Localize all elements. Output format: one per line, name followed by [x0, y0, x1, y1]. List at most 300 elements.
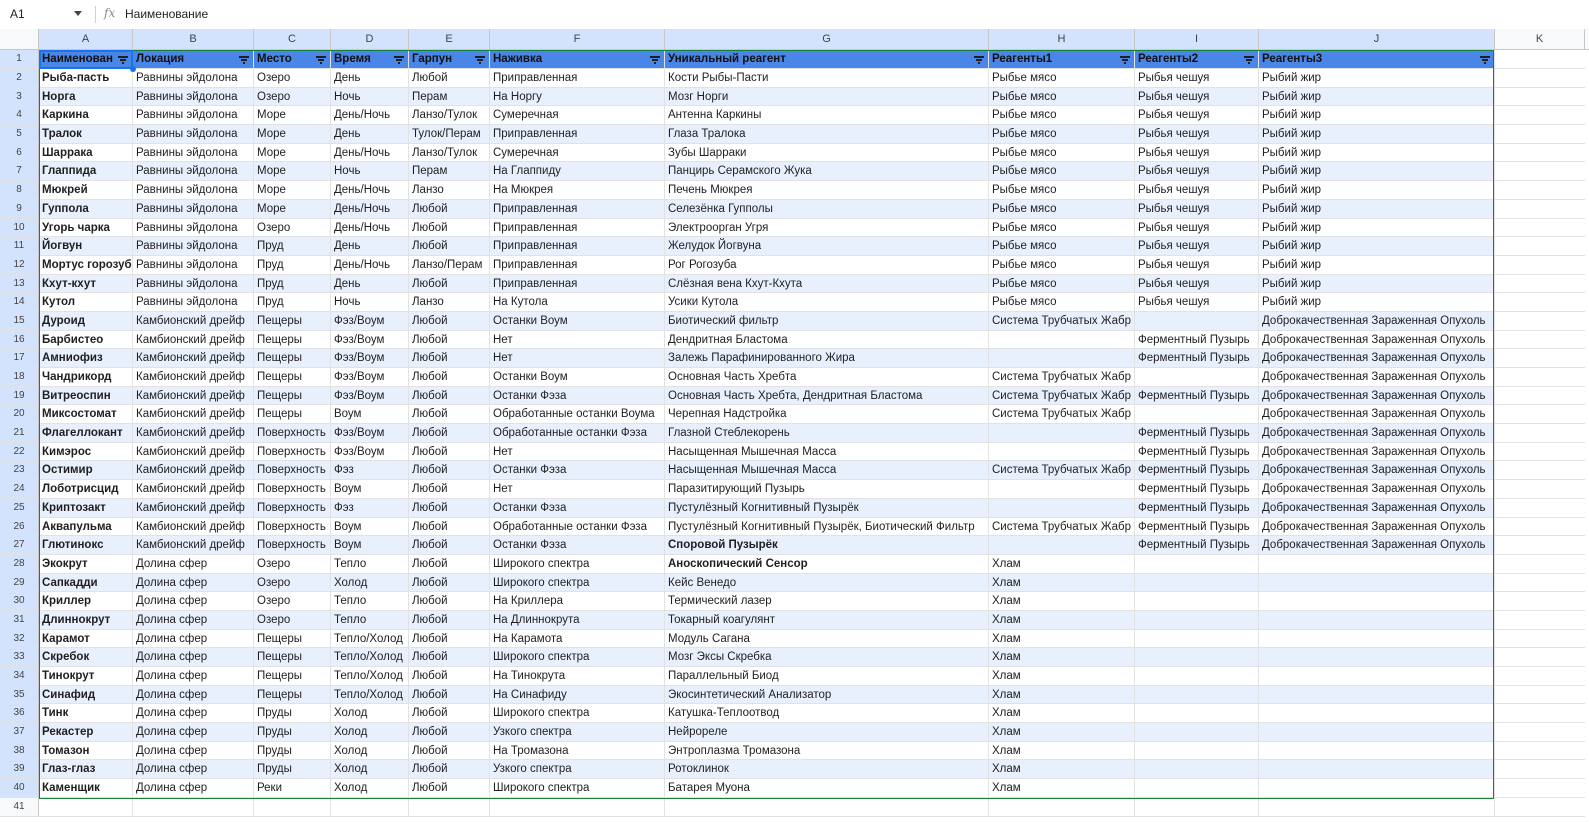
- table-cell[interactable]: Доброкачественная Зараженная Опухоль: [1259, 536, 1495, 555]
- table-cell[interactable]: Длиннокрут: [39, 611, 133, 630]
- table-cell[interactable]: Приправленная: [490, 275, 665, 294]
- table-cell[interactable]: Ферментный Пузырь: [1135, 480, 1259, 499]
- table-cell[interactable]: Любой: [409, 704, 490, 723]
- table-cell[interactable]: Катушка-Теплоотвод: [665, 704, 989, 723]
- table-cell[interactable]: [1495, 461, 1585, 480]
- table-cell[interactable]: Ферментный Пузырь: [1135, 536, 1259, 555]
- table-cell[interactable]: Пещеры: [254, 405, 331, 424]
- table-cell[interactable]: Любой: [409, 461, 490, 480]
- table-cell[interactable]: Обработанные останки Воума: [490, 405, 665, 424]
- table-cell[interactable]: Тралок: [39, 125, 133, 144]
- row-number[interactable]: 17: [0, 349, 39, 368]
- table-cell[interactable]: [1135, 630, 1259, 649]
- table-cell[interactable]: Термический лазер: [665, 592, 989, 611]
- table-cell[interactable]: Рыбий жир: [1259, 69, 1495, 88]
- table-cell[interactable]: Озеро: [254, 574, 331, 593]
- table-cell[interactable]: [490, 798, 665, 817]
- table-cell[interactable]: Рыбья чешуя: [1135, 162, 1259, 181]
- table-cell[interactable]: Холод: [331, 574, 409, 593]
- table-cell[interactable]: Шаррака: [39, 144, 133, 163]
- table-cell[interactable]: Долина сфер: [133, 779, 254, 798]
- table-cell[interactable]: [1495, 798, 1585, 817]
- table-cell[interactable]: Аквапульма: [39, 518, 133, 537]
- table-cell[interactable]: [1495, 50, 1585, 69]
- table-cell[interactable]: Пруд: [254, 293, 331, 312]
- table-cell[interactable]: Ночь: [331, 88, 409, 107]
- table-cell[interactable]: Широкого спектра: [490, 779, 665, 798]
- row-number[interactable]: 37: [0, 723, 39, 742]
- table-cell[interactable]: Останки Фэза: [490, 499, 665, 518]
- table-cell[interactable]: Рыбий жир: [1259, 181, 1495, 200]
- table-cell[interactable]: Доброкачественная Зараженная Опухоль: [1259, 461, 1495, 480]
- table-cell[interactable]: Доброкачественная Зараженная Опухоль: [1259, 331, 1495, 350]
- table-cell[interactable]: Глютинокс: [39, 536, 133, 555]
- table-cell[interactable]: Пустулёзный Когнитивный Пузырёк, Биотический Фильтр: [665, 518, 989, 537]
- table-cell[interactable]: Насыщенная Мышечная Масса: [665, 443, 989, 462]
- table-cell[interactable]: [1259, 630, 1495, 649]
- table-cell[interactable]: На Тинокрута: [490, 667, 665, 686]
- table-cell[interactable]: [1259, 760, 1495, 779]
- table-cell[interactable]: Озеро: [254, 88, 331, 107]
- table-cell[interactable]: [1135, 648, 1259, 667]
- table-cell[interactable]: Паразитирующий Пузырь: [665, 480, 989, 499]
- table-cell[interactable]: Рыбье мясо: [989, 256, 1135, 275]
- table-cell[interactable]: Пруд: [254, 237, 331, 256]
- table-cell[interactable]: [1495, 162, 1585, 181]
- table-cell[interactable]: Криптозакт: [39, 499, 133, 518]
- table-cell[interactable]: Озеро: [254, 555, 331, 574]
- table-cell[interactable]: [1495, 69, 1585, 88]
- table-cell[interactable]: [1259, 798, 1495, 817]
- table-cell[interactable]: [1495, 349, 1585, 368]
- table-cell[interactable]: На Глаппиду: [490, 162, 665, 181]
- table-cell[interactable]: Желудок Йогвуна: [665, 237, 989, 256]
- table-cell[interactable]: Любой: [409, 686, 490, 705]
- table-cell[interactable]: Рыбий жир: [1259, 144, 1495, 163]
- table-cell[interactable]: [1259, 704, 1495, 723]
- table-cell[interactable]: [665, 798, 989, 817]
- table-cell[interactable]: Море: [254, 181, 331, 200]
- table-cell[interactable]: Рыбье мясо: [989, 106, 1135, 125]
- table-cell[interactable]: [1135, 742, 1259, 761]
- table-cell[interactable]: Перам: [409, 88, 490, 107]
- table-cell[interactable]: Хлам: [989, 723, 1135, 742]
- table-cell[interactable]: [1259, 667, 1495, 686]
- table-cell[interactable]: Хлам: [989, 686, 1135, 705]
- table-cell[interactable]: Широкого спектра: [490, 555, 665, 574]
- table-cell[interactable]: Лоботрисцид: [39, 480, 133, 499]
- table-cell[interactable]: Широкого спектра: [490, 648, 665, 667]
- column-header-f[interactable]: F: [490, 29, 665, 49]
- table-cell[interactable]: Тепло/Холод: [331, 648, 409, 667]
- table-cell[interactable]: Долина сфер: [133, 555, 254, 574]
- table-cell[interactable]: [1495, 443, 1585, 462]
- table-cell[interactable]: Доброкачественная Зараженная Опухоль: [1259, 405, 1495, 424]
- table-cell[interactable]: День: [331, 237, 409, 256]
- table-cell[interactable]: Доброкачественная Зараженная Опухоль: [1259, 387, 1495, 406]
- table-cell[interactable]: [1495, 555, 1585, 574]
- table-cell[interactable]: День/Ночь: [331, 200, 409, 219]
- table-cell[interactable]: День/Ночь: [331, 106, 409, 125]
- table-cell[interactable]: Модуль Сагана: [665, 630, 989, 649]
- table-cell[interactable]: Тепло/Холод: [331, 686, 409, 705]
- table-cell[interactable]: [1135, 798, 1259, 817]
- table-cell[interactable]: На Кутола: [490, 293, 665, 312]
- name-box[interactable]: A1: [10, 7, 25, 21]
- row-number[interactable]: 35: [0, 686, 39, 705]
- filter-icon[interactable]: [118, 56, 128, 63]
- row-number[interactable]: 8: [0, 181, 39, 200]
- table-cell[interactable]: Доброкачественная Зараженная Опухоль: [1259, 368, 1495, 387]
- table-cell[interactable]: Флагеллокант: [39, 424, 133, 443]
- row-number[interactable]: 11: [0, 237, 39, 256]
- filter-icon[interactable]: [650, 56, 660, 63]
- table-cell[interactable]: [1495, 275, 1585, 294]
- table-cell[interactable]: Ферментный Пузырь: [1135, 349, 1259, 368]
- table-cell[interactable]: Токарный коагулянт: [665, 611, 989, 630]
- table-cell[interactable]: Ланзо/Тулок: [409, 144, 490, 163]
- table-cell[interactable]: Тепло: [331, 555, 409, 574]
- table-cell[interactable]: Приправленная: [490, 69, 665, 88]
- table-cell[interactable]: Нейрореле: [665, 723, 989, 742]
- table-cell[interactable]: Любой: [409, 312, 490, 331]
- row-number[interactable]: 25: [0, 499, 39, 518]
- table-cell[interactable]: Море: [254, 144, 331, 163]
- table-cell[interactable]: Угорь чарка: [39, 219, 133, 238]
- table-cell[interactable]: Карамот: [39, 630, 133, 649]
- table-cell[interactable]: [1495, 200, 1585, 219]
- table-cell[interactable]: Любой: [409, 723, 490, 742]
- table-cell[interactable]: Рыбий жир: [1259, 275, 1495, 294]
- table-cell[interactable]: Основная Часть Хребта, Дендритная Бластома: [665, 387, 989, 406]
- table-cell[interactable]: Хлам: [989, 779, 1135, 798]
- table-cell[interactable]: [1495, 536, 1585, 555]
- table-cell[interactable]: Любой: [409, 742, 490, 761]
- row-number[interactable]: 32: [0, 630, 39, 649]
- table-cell[interactable]: Хлам: [989, 704, 1135, 723]
- table-cell[interactable]: Равнины эйдолона: [133, 88, 254, 107]
- table-cell[interactable]: [1135, 592, 1259, 611]
- table-cell[interactable]: Равнины эйдолона: [133, 237, 254, 256]
- table-cell[interactable]: Рыбья чешуя: [1135, 293, 1259, 312]
- column-header-b[interactable]: B: [133, 29, 254, 49]
- table-cell[interactable]: [1495, 648, 1585, 667]
- row-number[interactable]: 15: [0, 312, 39, 331]
- table-cell[interactable]: Рыбья чешуя: [1135, 219, 1259, 238]
- table-cell[interactable]: День/Ночь: [331, 181, 409, 200]
- header-cell[interactable]: [409, 50, 490, 69]
- table-cell[interactable]: [1259, 555, 1495, 574]
- table-cell[interactable]: Любой: [409, 499, 490, 518]
- table-cell[interactable]: Любой: [409, 275, 490, 294]
- table-cell[interactable]: Рыбья чешуя: [1135, 181, 1259, 200]
- table-cell[interactable]: Холод: [331, 704, 409, 723]
- table-cell[interactable]: Обработанные останки Фэза: [490, 518, 665, 537]
- table-cell[interactable]: Глаппида: [39, 162, 133, 181]
- table-cell[interactable]: Поверхность: [254, 518, 331, 537]
- table-cell[interactable]: [1495, 181, 1585, 200]
- table-cell[interactable]: Основная Часть Хребта: [665, 368, 989, 387]
- table-cell[interactable]: Фэз/Воум: [331, 424, 409, 443]
- table-cell[interactable]: Остимир: [39, 461, 133, 480]
- filter-icon[interactable]: [974, 56, 984, 63]
- table-cell[interactable]: Хлам: [989, 760, 1135, 779]
- table-cell[interactable]: Витреоспин: [39, 387, 133, 406]
- header-cell[interactable]: [490, 50, 665, 69]
- table-cell[interactable]: Равнины эйдолона: [133, 219, 254, 238]
- table-cell[interactable]: Узкого спектра: [490, 723, 665, 742]
- table-cell[interactable]: Биотический фильтр: [665, 312, 989, 331]
- table-cell[interactable]: [1135, 704, 1259, 723]
- table-cell[interactable]: Море: [254, 162, 331, 181]
- table-cell[interactable]: День: [331, 125, 409, 144]
- table-cell[interactable]: Ночь: [331, 293, 409, 312]
- table-cell[interactable]: Озеро: [254, 69, 331, 88]
- fill-handle[interactable]: [130, 66, 136, 72]
- table-cell[interactable]: Мортус горозуб: [39, 256, 133, 275]
- table-cell[interactable]: Рыбье мясо: [989, 275, 1135, 294]
- table-cell[interactable]: Тепло: [331, 592, 409, 611]
- row-number[interactable]: 7: [0, 162, 39, 181]
- table-cell[interactable]: [1495, 518, 1585, 537]
- row-number[interactable]: 40: [0, 779, 39, 798]
- table-cell[interactable]: Нет: [490, 331, 665, 350]
- filter-icon[interactable]: [239, 56, 249, 63]
- table-cell[interactable]: Равнины эйдолона: [133, 275, 254, 294]
- table-cell[interactable]: Энтроплазма Тромазона: [665, 742, 989, 761]
- table-cell[interactable]: Амниофиз: [39, 349, 133, 368]
- table-cell[interactable]: Криллер: [39, 592, 133, 611]
- table-cell[interactable]: Останки Фэза: [490, 461, 665, 480]
- table-cell[interactable]: [1495, 704, 1585, 723]
- table-cell[interactable]: [1495, 779, 1585, 798]
- formula-input[interactable]: Наименование: [125, 7, 209, 21]
- table-cell[interactable]: Пещеры: [254, 312, 331, 331]
- table-cell[interactable]: [1135, 723, 1259, 742]
- table-cell[interactable]: Селезёнка Гупполы: [665, 200, 989, 219]
- table-cell[interactable]: Воум: [331, 480, 409, 499]
- table-cell[interactable]: Кимэрос: [39, 443, 133, 462]
- table-cell[interactable]: Электроорган Угря: [665, 219, 989, 238]
- table-cell[interactable]: [1135, 574, 1259, 593]
- table-cell[interactable]: На Синафиду: [490, 686, 665, 705]
- table-cell[interactable]: Узкого спектра: [490, 760, 665, 779]
- table-cell[interactable]: Фэз/Воум: [331, 312, 409, 331]
- row-number[interactable]: 23: [0, 461, 39, 480]
- table-cell[interactable]: [1259, 574, 1495, 593]
- table-cell[interactable]: Камбионский дрейф: [133, 518, 254, 537]
- table-cell[interactable]: Приправленная: [490, 256, 665, 275]
- table-cell[interactable]: [1495, 293, 1585, 312]
- table-cell[interactable]: Тепло/Холод: [331, 667, 409, 686]
- table-cell[interactable]: Экосинтетический Анализатор: [665, 686, 989, 705]
- table-cell[interactable]: Пруд: [254, 256, 331, 275]
- table-cell[interactable]: На Норгу: [490, 88, 665, 107]
- table-cell[interactable]: Система Трубчатых Жабр: [989, 387, 1135, 406]
- table-cell[interactable]: Любой: [409, 368, 490, 387]
- table-cell[interactable]: Доброкачественная Зараженная Опухоль: [1259, 518, 1495, 537]
- row-number[interactable]: 33: [0, 648, 39, 667]
- table-cell[interactable]: Дендритная Бластома: [665, 331, 989, 350]
- row-number[interactable]: 20: [0, 405, 39, 424]
- table-cell[interactable]: Любой: [409, 219, 490, 238]
- table-cell[interactable]: Дуроид: [39, 312, 133, 331]
- table-cell[interactable]: Рыбья чешуя: [1135, 200, 1259, 219]
- table-cell[interactable]: [254, 798, 331, 817]
- table-cell[interactable]: Обработанные останки Фэза: [490, 424, 665, 443]
- table-cell[interactable]: [1495, 499, 1585, 518]
- table-cell[interactable]: Долина сфер: [133, 704, 254, 723]
- filter-icon[interactable]: [316, 56, 326, 63]
- table-cell[interactable]: [1495, 723, 1585, 742]
- table-cell[interactable]: Фэз/Воум: [331, 368, 409, 387]
- table-cell[interactable]: Доброкачественная Зараженная Опухоль: [1259, 349, 1495, 368]
- table-cell[interactable]: Перам: [409, 162, 490, 181]
- table-cell[interactable]: Черепная Надстройка: [665, 405, 989, 424]
- row-number[interactable]: 14: [0, 293, 39, 312]
- table-cell[interactable]: Нет: [490, 443, 665, 462]
- table-cell[interactable]: Поверхность: [254, 424, 331, 443]
- table-cell[interactable]: Реки: [254, 779, 331, 798]
- table-cell[interactable]: Ферментный Пузырь: [1135, 424, 1259, 443]
- table-cell[interactable]: Холод: [331, 723, 409, 742]
- row-number[interactable]: 19: [0, 387, 39, 406]
- table-cell[interactable]: Антенна Каркины: [665, 106, 989, 125]
- table-cell[interactable]: Каркина: [39, 106, 133, 125]
- table-cell[interactable]: Рог Рогозуба: [665, 256, 989, 275]
- table-cell[interactable]: Любой: [409, 480, 490, 499]
- table-cell[interactable]: [1135, 611, 1259, 630]
- table-cell[interactable]: Воум: [331, 405, 409, 424]
- table-cell[interactable]: Рыбье мясо: [989, 162, 1135, 181]
- table-cell[interactable]: Мозг Норги: [665, 88, 989, 107]
- table-cell[interactable]: [1259, 648, 1495, 667]
- table-cell[interactable]: Рыбья чешуя: [1135, 256, 1259, 275]
- table-cell[interactable]: Поверхность: [254, 536, 331, 555]
- row-number[interactable]: 22: [0, 443, 39, 462]
- table-cell[interactable]: Озеро: [254, 592, 331, 611]
- table-cell[interactable]: Рыбий жир: [1259, 293, 1495, 312]
- table-cell[interactable]: Рыбье мясо: [989, 181, 1135, 200]
- row-number[interactable]: 34: [0, 667, 39, 686]
- table-cell[interactable]: Хлам: [989, 611, 1135, 630]
- table-cell[interactable]: Приправленная: [490, 237, 665, 256]
- table-cell[interactable]: Нет: [490, 480, 665, 499]
- table-cell[interactable]: Равнины эйдолона: [133, 144, 254, 163]
- table-cell[interactable]: Любой: [409, 518, 490, 537]
- table-cell[interactable]: Каменщик: [39, 779, 133, 798]
- table-cell[interactable]: Кутол: [39, 293, 133, 312]
- table-cell[interactable]: Рыбий жир: [1259, 237, 1495, 256]
- table-cell[interactable]: [1135, 686, 1259, 705]
- table-cell[interactable]: Камбионский дрейф: [133, 499, 254, 518]
- table-cell[interactable]: Пустулёзный Когнитивный Пузырёк: [665, 499, 989, 518]
- table-cell[interactable]: Ферментный Пузырь: [1135, 518, 1259, 537]
- filter-icon[interactable]: [1120, 56, 1130, 63]
- row-number[interactable]: 16: [0, 331, 39, 350]
- table-cell[interactable]: Рыбья чешуя: [1135, 237, 1259, 256]
- table-cell[interactable]: [1259, 742, 1495, 761]
- table-cell[interactable]: Поверхность: [254, 461, 331, 480]
- table-cell[interactable]: Сапкадди: [39, 574, 133, 593]
- table-cell[interactable]: [1495, 219, 1585, 238]
- table-cell[interactable]: Доброкачественная Зараженная Опухоль: [1259, 443, 1495, 462]
- table-cell[interactable]: Глазной Стеблекорень: [665, 424, 989, 443]
- table-cell[interactable]: Долина сфер: [133, 723, 254, 742]
- table-cell[interactable]: На Мюкрея: [490, 181, 665, 200]
- chevron-down-icon[interactable]: [74, 11, 82, 16]
- table-cell[interactable]: Рыбье мясо: [989, 88, 1135, 107]
- table-cell[interactable]: [1495, 424, 1585, 443]
- table-cell[interactable]: [1495, 331, 1585, 350]
- table-cell[interactable]: [1495, 106, 1585, 125]
- column-header-h[interactable]: H: [989, 29, 1135, 49]
- table-cell[interactable]: Пруд: [254, 275, 331, 294]
- table-cell[interactable]: Любой: [409, 331, 490, 350]
- table-cell[interactable]: Рыбье мясо: [989, 237, 1135, 256]
- table-cell[interactable]: [989, 536, 1135, 555]
- table-cell[interactable]: Любой: [409, 536, 490, 555]
- table-cell[interactable]: [1495, 630, 1585, 649]
- table-cell[interactable]: Система Трубчатых Жабр: [989, 461, 1135, 480]
- table-cell[interactable]: [1495, 667, 1585, 686]
- table-cell[interactable]: Печень Мюкрея: [665, 181, 989, 200]
- table-cell[interactable]: Любой: [409, 405, 490, 424]
- table-cell[interactable]: [989, 443, 1135, 462]
- header-cell[interactable]: [331, 50, 409, 69]
- table-cell[interactable]: Любой: [409, 760, 490, 779]
- header-cell[interactable]: [665, 50, 989, 69]
- row-number[interactable]: 2: [0, 69, 39, 88]
- table-cell[interactable]: Долина сфер: [133, 648, 254, 667]
- table-cell[interactable]: Йогвун: [39, 237, 133, 256]
- column-header-e[interactable]: E: [409, 29, 490, 49]
- table-cell[interactable]: Рекастер: [39, 723, 133, 742]
- table-cell[interactable]: Система Трубчатых Жабр: [989, 518, 1135, 537]
- table-cell[interactable]: Любой: [409, 555, 490, 574]
- table-cell[interactable]: Любой: [409, 648, 490, 667]
- header-cell[interactable]: [254, 50, 331, 69]
- row-number[interactable]: 12: [0, 256, 39, 275]
- column-header-k[interactable]: K: [1495, 29, 1585, 49]
- table-cell[interactable]: [331, 798, 409, 817]
- table-cell[interactable]: Глаза Тралока: [665, 125, 989, 144]
- table-cell[interactable]: [1135, 555, 1259, 574]
- table-cell[interactable]: [1495, 88, 1585, 107]
- row-number[interactable]: 28: [0, 555, 39, 574]
- table-cell[interactable]: Рыбье мясо: [989, 200, 1135, 219]
- filter-icon[interactable]: [475, 56, 485, 63]
- column-header-j[interactable]: J: [1259, 29, 1495, 49]
- table-cell[interactable]: Рыбий жир: [1259, 125, 1495, 144]
- table-cell[interactable]: Море: [254, 125, 331, 144]
- table-cell[interactable]: Равнины эйдолона: [133, 181, 254, 200]
- table-cell[interactable]: Доброкачественная Зараженная Опухоль: [1259, 499, 1495, 518]
- table-cell[interactable]: Чандрикорд: [39, 368, 133, 387]
- table-cell[interactable]: Пещеры: [254, 368, 331, 387]
- row-number[interactable]: 36: [0, 704, 39, 723]
- table-cell[interactable]: Любой: [409, 424, 490, 443]
- column-header-a[interactable]: A: [39, 29, 133, 49]
- table-cell[interactable]: [1259, 611, 1495, 630]
- table-cell[interactable]: [1495, 480, 1585, 499]
- table-cell[interactable]: Ланзо/Тулок: [409, 106, 490, 125]
- table-cell[interactable]: Море: [254, 106, 331, 125]
- column-header-d[interactable]: D: [331, 29, 409, 49]
- table-cell[interactable]: Залежь Парафинированного Жира: [665, 349, 989, 368]
- table-cell[interactable]: Система Трубчатых Жабр: [989, 368, 1135, 387]
- table-cell[interactable]: Камбионский дрейф: [133, 536, 254, 555]
